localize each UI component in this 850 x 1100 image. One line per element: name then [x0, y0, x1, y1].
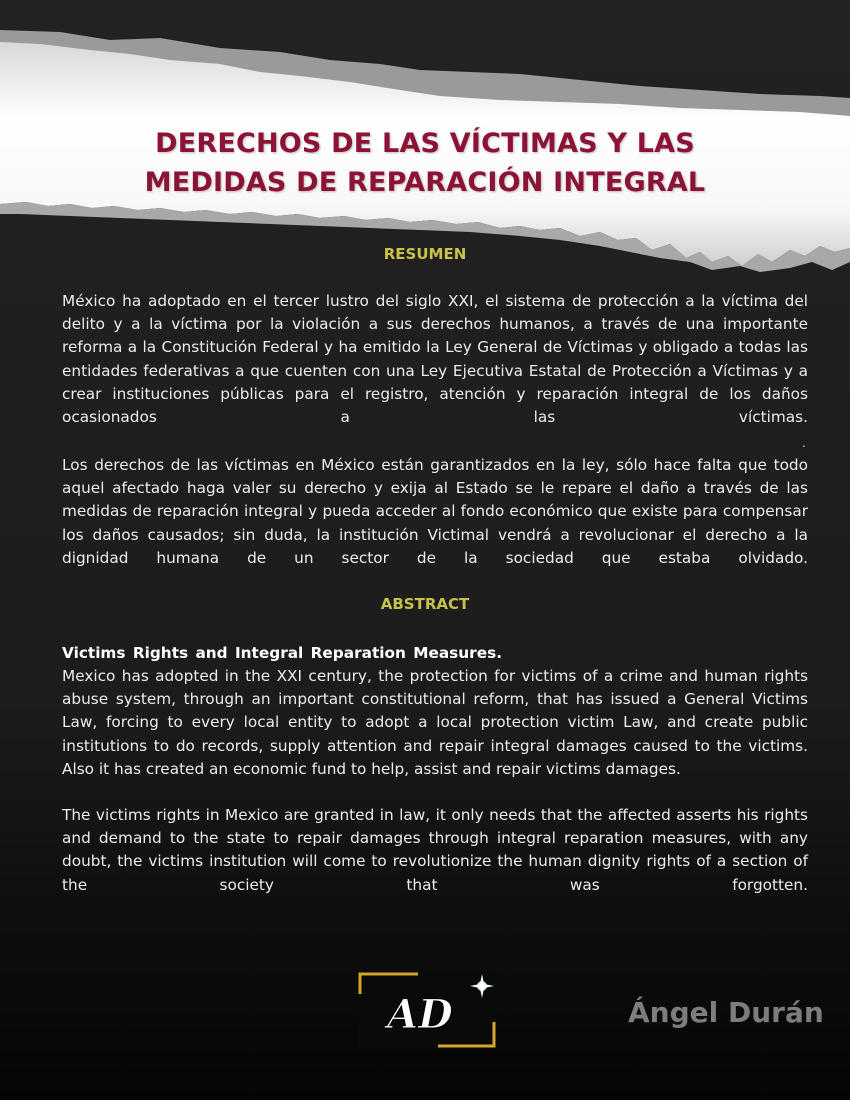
- resumen-paragraph-1: México ha adoptado en el tercer lustro del siglo XXI, el sistema de protección a la víctima del delito y a la víctima por la violación a sus derechos humanos, a través de una importante reforma a la Constitución Federal y ha emitido la Ley General de Víctimas y obligado a todas las entidades federativas a que cuenten con una Ley Ejecutiva Estatal de Protección a Víctimas y a crear instituciones públicas para el registro, atención y reparación integral de los daños ocasionados a las víctimas.: [62, 292, 808, 427]
- stray-dot: .: [802, 436, 806, 450]
- abstract-paragraph-1: Mexico has adopted in the XXI century, the protection for victims of a crime and human rights abuse system, through an important constitutional reform, that has issued a General Victims Law, forcing to every local entity to adopt a local protection victim Law, and create public institutions to do records, supply attention and repair integral damages caused to the victims. Also it has created an economic fund to help, assist and repair victims damages.: [62, 667, 808, 778]
- title-line-1: DERECHOS DE LAS VÍCTIMAS Y LAS: [155, 128, 695, 159]
- abstract-paragraph-2: The victims rights in Mexico are granted in law, it only needs that the affected asserts his rights and demand to the state to repair damages through integral reparation measures, with any doubt, the victims institution will come to revolutionize the human dignity rights of a section of the society that was forgotten.: [62, 806, 808, 894]
- abstract-heading: ABSTRACT: [380, 595, 470, 613]
- abstract-subtitle: Victims Rights and Integral Reparation Measures.: [62, 644, 502, 662]
- resumen-heading: RESUMEN: [383, 245, 467, 263]
- author-name: Ángel Durán: [628, 996, 824, 1029]
- author-logo: [358, 972, 496, 1048]
- logo-monogram: AD: [387, 991, 453, 1038]
- resumen-paragraph-2: Los derechos de las víctimas en México están garantizados en la ley, sólo hace falta que todo aquel afectado haga valer su derecho y exija al Estado se le repare el daño a través de las medidas de reparación integral y pueda acceder al fondo económico que existe para compensar los daños causados; sin duda, la institución Victimal vendrá a revolucionar el derecho a la dignidad humana de un sector de la sociedad que estaba olvidado.: [62, 456, 808, 567]
- document-title: [0, 124, 850, 202]
- title-line-2: MEDIDAS DE REPARACIÓN INTEGRAL: [144, 167, 706, 198]
